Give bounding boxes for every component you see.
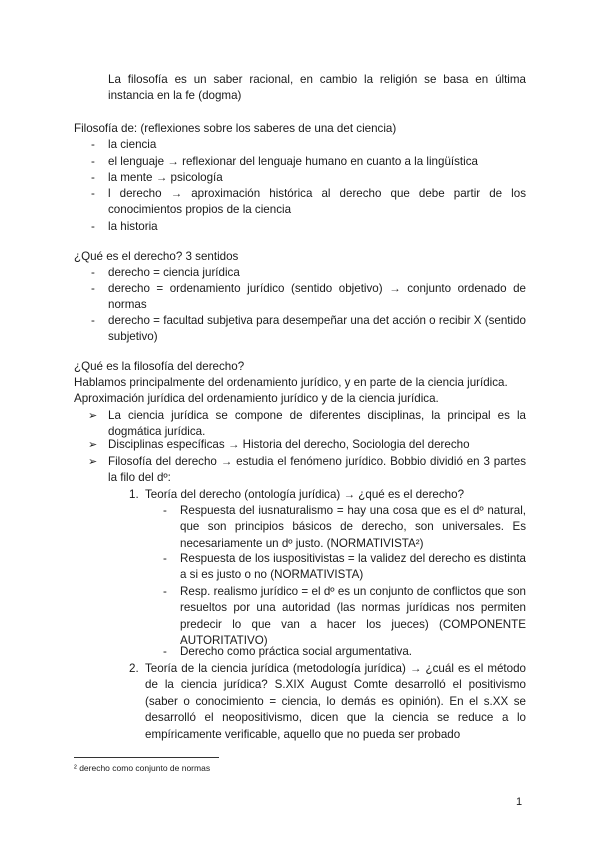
footnote: ² derecho como conjunto de normas <box>74 763 211 773</box>
bullet-item: Filosofía del derecho → estudia el fenómeno jurídico. Bobbio dividió en 3 partes la filo del dº: <box>108 455 526 485</box>
list-item: la historia <box>108 220 158 233</box>
bullet-item: La ciencia jurídica se compone de diferentes disciplinas, la principal es la dogmática jurídica. <box>108 409 526 439</box>
intro-paragraph: La filosofía es un saber racional, en cambio la religión se basa en última instancia en la fe (dogma) <box>108 73 526 103</box>
item-number: 1. <box>129 488 139 501</box>
sub-item: Derecho como práctica social argumentativa. <box>180 645 412 658</box>
list-item: derecho = facultad subjetiva para desempeñar una det acción o recibir X (sentido subjetivo) <box>108 314 526 344</box>
item-number: 2. <box>129 662 139 675</box>
list-dash-icon: - <box>163 504 167 517</box>
list-dash-icon: - <box>91 171 95 184</box>
item-title: Teoría de la ciencia jurídica (metodología jurídica) → ¿cuál es el método de la ciencia jurídica? S.XIX August Comte desarrolló el positivismo (saber o conocimiento = ciencia, lo demás es opinión). En el s.XX se desarrolló el neopositivismo, dicen que la ciencia se reduce a lo empíricamente verificable, aquello que no pueda ser probado <box>145 662 526 741</box>
bullet-item: Disciplinas específicas → Historia del derecho, Sociologia del derecho <box>108 438 470 451</box>
filo-derecho-line1: Hablamos principalmente del ordenamiento jurídico, y en parte de la ciencia jurídica. <box>74 376 508 389</box>
sub-item: Respuesta del iusnaturalismo = hay una cosa que es el dº natural, que son principios básicos de derecho, son universales. Es necesariamente un dº justo. (NORMATIVISTA²) <box>180 504 526 550</box>
list-dash-icon: - <box>91 314 95 327</box>
arrow-bullet-icon: ➢ <box>88 456 98 468</box>
list-item: la mente → psicología <box>108 171 223 184</box>
list-dash-icon: - <box>91 154 95 168</box>
list-dash-icon: - <box>163 585 167 598</box>
list-item: derecho = ciencia jurídica <box>108 266 240 279</box>
list-dash-icon: - <box>91 138 95 151</box>
footnote-separator <box>74 757 219 758</box>
list-item: el lenguaje → reflexionar del lenguaje humano en cuanto a la lingüística <box>108 154 478 168</box>
list-dash-icon: - <box>91 282 95 295</box>
sub-item: Respuesta de los iuspositivistas = la validez del derecho es distinta a si es justo o no (NORMATIVISTA) <box>180 552 526 582</box>
list-dash-icon: - <box>163 645 167 658</box>
arrow-bullet-icon: ➢ <box>88 439 98 451</box>
list-item: l derecho → aproximación histórica al derecho que debe partir de los conocimientos propios de la ciencia <box>108 187 526 217</box>
arrow-bullet-icon: ➢ <box>88 410 98 422</box>
list-dash-icon: - <box>163 552 167 565</box>
list-dash-icon: - <box>91 266 95 279</box>
filosofia-de-heading: Filosofía de: (reflexiones sobre los saberes de una det ciencia) <box>74 122 397 135</box>
filo-derecho-heading: ¿Qué es la filosofía del derecho? <box>74 360 245 373</box>
list-item: la ciencia <box>108 138 157 151</box>
list-dash-icon: - <box>91 220 95 233</box>
page-number: 1 <box>516 796 523 808</box>
sub-item: Resp. realismo jurídico = el dº es un conjunto de conflictos que son resueltos por una autoridad (las normas jurídicas nos permiten predecir lo que van a hacer los jueces) (COMPONENTE AUTORITATIVO) <box>180 585 526 648</box>
list-dash-icon: - <box>91 187 95 200</box>
filo-derecho-line2: Aproximación jurídica del ordenamiento jurídico y de la ciencia jurídica. <box>74 392 439 405</box>
derecho-heading: ¿Qué es el derecho? 3 sentidos <box>74 250 239 263</box>
item-title: Teoría del derecho (ontología jurídica) → ¿qué es el derecho? <box>145 488 465 501</box>
list-item: derecho = ordenamiento jurídico (sentido objetivo) → conjunto ordenado de normas <box>108 282 526 312</box>
